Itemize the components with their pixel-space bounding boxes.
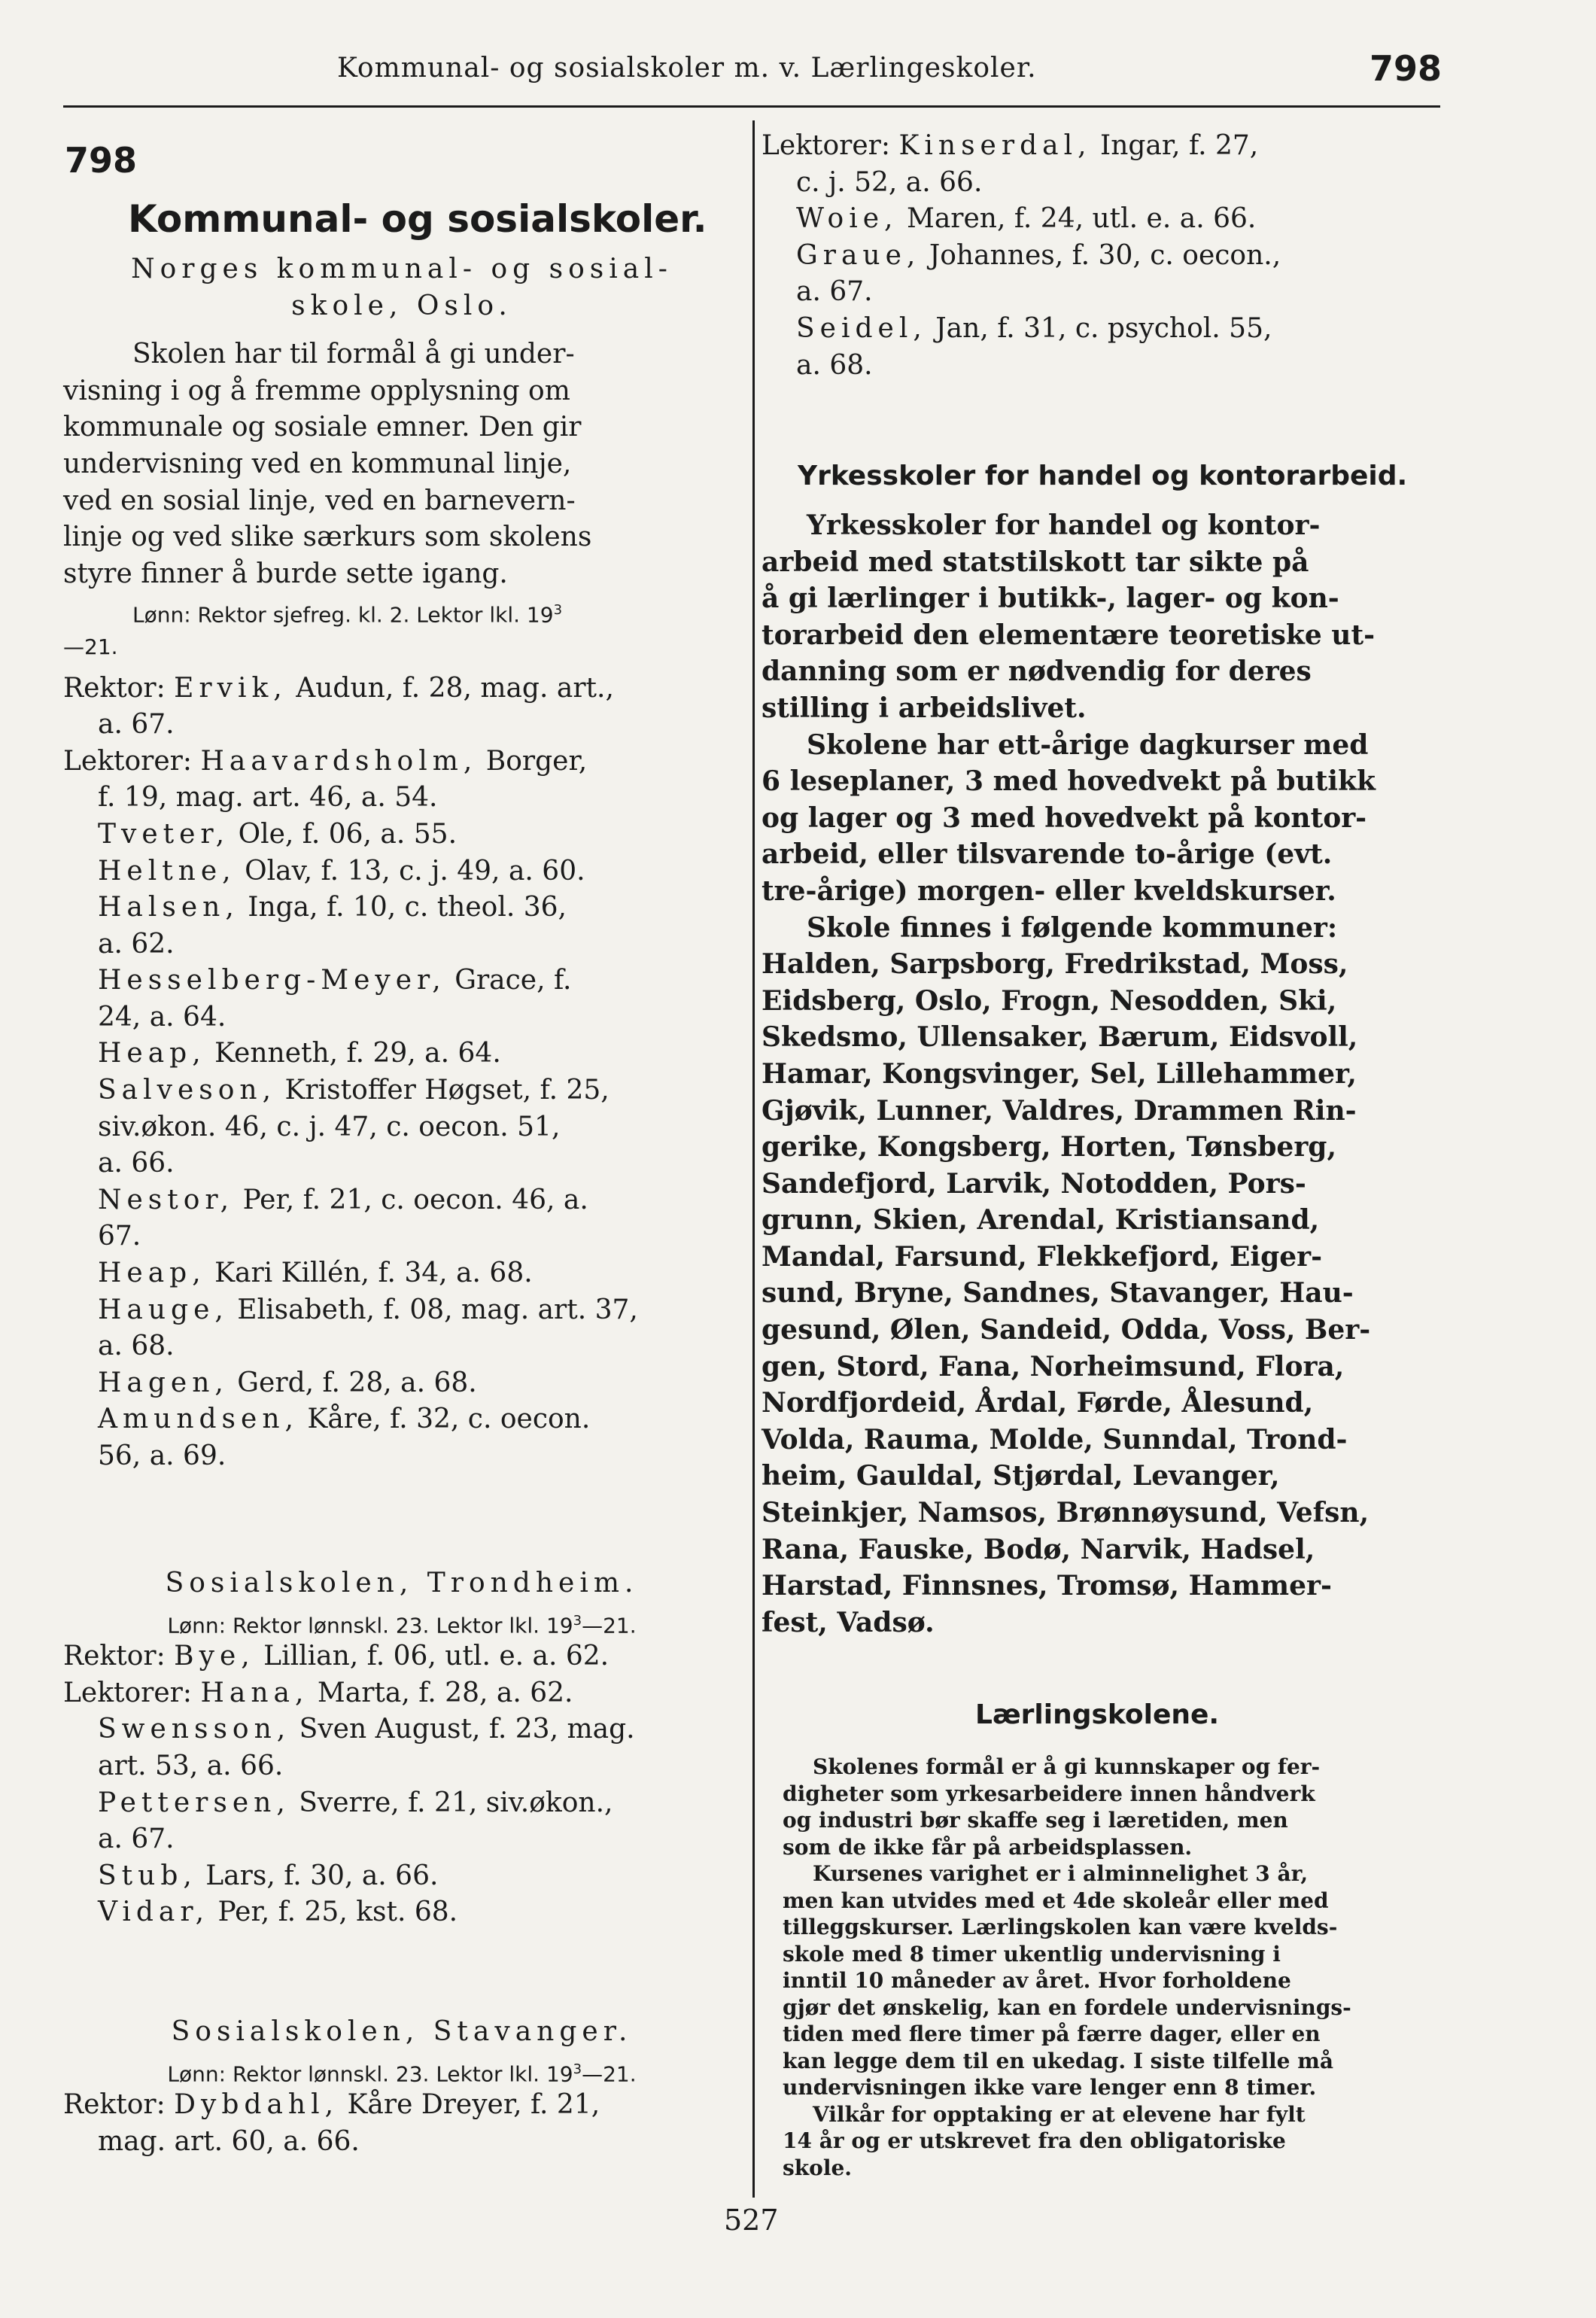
laerling-line: Skolenes formål er å gi kunnskaper og fer- bbox=[813, 1754, 1321, 1779]
yrkes-line: Hamar, Kongsvinger, Sel, Lillehammer, bbox=[762, 1057, 1357, 1090]
school2-salary: Lønn: Rektor lønnskl. 23. Lektor lkl. $19^3—21$. bbox=[167, 1612, 637, 1638]
school1-lektor-6-cont2: a. 66. bbox=[98, 1148, 175, 1179]
school1-lektor-11-cont: 56, a. 69. bbox=[98, 1440, 226, 1471]
yrkes-line: gesund, Ølen, Sandeid, Odda, Voss, Ber- bbox=[762, 1314, 1371, 1346]
laerling-line: digheter som yrkesarbeidere innen håndverk bbox=[783, 1781, 1315, 1806]
school1-lektor-0-cont: f. 19, mag. art. 46, a. 54. bbox=[98, 782, 438, 814]
school1-desc-line: linje og ved slike særkurs som skolens bbox=[63, 522, 592, 553]
school1-lektor-3: Halsen, Inga, f. 10, c. theol. 36, bbox=[98, 892, 567, 923]
school1-salary-cont: —21. bbox=[63, 634, 118, 659]
school1-lektor-7: Nestor, Per, f. 21, c. oecon. 46, a. bbox=[98, 1184, 588, 1215]
school1-lektor-6: Salveson, Kristoffer Høgset, f. 25, bbox=[98, 1075, 610, 1106]
yrkes-line: Halden, Sarpsborg, Fredrikstad, Moss, bbox=[762, 948, 1348, 981]
laerling-heading: Lærlingskolene. bbox=[975, 1699, 1220, 1730]
header-page-number: 798 bbox=[1370, 48, 1442, 89]
school3-name: Sosialskolen, Stavanger. bbox=[171, 2016, 633, 2047]
section-title: Kommunal- og sosialskoler. bbox=[128, 197, 707, 241]
yrkes-line: heim, Gauldal, Stjørdal, Levanger, bbox=[762, 1460, 1280, 1492]
school1-name-line2: skole, Oslo. bbox=[291, 290, 512, 321]
school1-lektor-4-cont: 24, a. 64. bbox=[98, 1001, 226, 1033]
right-lektor-first: Lektorer: Kinserdal, Ingar, f. 27, bbox=[762, 130, 1259, 161]
school3-rector-cont: mag. art. 60, a. 66. bbox=[98, 2125, 360, 2157]
school1-lektor-5: Heap, Kenneth, f. 29, a. 64. bbox=[98, 1038, 501, 1069]
yrkes-line: Gjøvik, Lunner, Valdres, Drammen Rin- bbox=[762, 1094, 1357, 1127]
yrkes-line: stilling i arbeidslivet. bbox=[762, 692, 1087, 724]
laerling-line: skole. bbox=[783, 2155, 853, 2180]
laerling-line: og industri bør skaffe seg i læretiden, men bbox=[783, 1808, 1288, 1833]
laerling-line: Vilkår for opptaking er at elevene har fylt bbox=[813, 2101, 1306, 2127]
school1-lektor-3-cont: a. 62. bbox=[98, 928, 175, 960]
yrkes-line: 6 leseplaner, 3 med hovedvekt på butikk bbox=[762, 765, 1376, 798]
right-lektor-2-cont: a. 68. bbox=[796, 349, 873, 381]
laerling-line: kan legge dem til en ukedag. I siste tilfelle må bbox=[783, 2048, 1334, 2073]
school2-lektor-1-cont: a. 67. bbox=[98, 1824, 175, 1855]
running-title: Kommunal- og sosialskoler m. v. Lærlingeskoler. bbox=[337, 53, 1037, 84]
school2-block bbox=[63, 1565, 740, 1931]
yrkes-line: Skedsmo, Ullensaker, Bærum, Eidsvoll, bbox=[762, 1021, 1358, 1054]
right-lektor-1: Graue, Johannes, f. 30, c. oecon., bbox=[796, 239, 1281, 271]
laerling-line: men kan utvides med et 4de skoleår eller med bbox=[783, 1888, 1329, 1913]
school3-salary: Lønn: Rektor lønnskl. 23. Lektor lkl. $19^3—21$. bbox=[167, 2061, 637, 2086]
school1-lektor-8: Heap, Kari Killén, f. 34, a. 68. bbox=[98, 1258, 533, 1289]
school1-desc-line: kommunale og sosiale emner. Den gir bbox=[63, 412, 582, 443]
school2-name: Sosialskolen, Trondheim. bbox=[165, 1568, 639, 1599]
yrkes-line: danning som er nødvendig for deres bbox=[762, 656, 1312, 688]
laerling-line: 14 år og er utskrevet fra den obligatoriske bbox=[783, 2128, 1286, 2153]
school1-desc-line: Skolen har til formål å gi under- bbox=[132, 339, 575, 370]
school1-desc-line: styre finner å burde sette igang. bbox=[63, 558, 508, 589]
yrkes-heading: Yrkesskoler for handel og kontorarbeid. bbox=[798, 461, 1408, 491]
school1-rector-cont: a. 67. bbox=[98, 709, 175, 741]
laerling-line: skole med 8 timer ukentlig undervisning i bbox=[783, 1941, 1281, 1967]
school3-rector: Rektor: Dybdahl, Kåre Dreyer, f. 21, bbox=[63, 2089, 600, 2121]
yrkes-line: Steinkjer, Namsos, Brønnøysund, Vefsn, bbox=[762, 1497, 1370, 1529]
school2-rector: Rektor: Bye, Lillian, f. 06, utl. e. a. 62. bbox=[63, 1641, 610, 1672]
yrkes-line: sund, Bryne, Sandnes, Stavanger, Hau- bbox=[762, 1277, 1354, 1310]
folio: 527 bbox=[724, 2204, 779, 2237]
school2-lektor-1: Pettersen, Sverre, f. 21, siv.økon., bbox=[98, 1787, 613, 1818]
right-lektor-0: Woie, Maren, f. 24, utl. e. a. 66. bbox=[796, 203, 1257, 235]
yrkes-line: Harstad, Finnsnes, Tromsø, Hammer- bbox=[762, 1570, 1332, 1602]
yrkes-line: og lager og 3 med hovedvekt på kontor- bbox=[762, 802, 1367, 834]
school1-lektor-7-cont: 67. bbox=[98, 1221, 141, 1252]
school1-lektor-10: Hagen, Gerd, f. 28, a. 68. bbox=[98, 1367, 477, 1398]
yrkes-line: Eidsberg, Oslo, Frogn, Nesodden, Ski, bbox=[762, 984, 1337, 1017]
header-rule bbox=[63, 105, 1440, 108]
yrkes-line: Sandefjord, Larvik, Notodden, Pors- bbox=[762, 1167, 1306, 1200]
yrkes-line: Yrkesskoler for handel og kontor- bbox=[807, 510, 1321, 541]
laerling-line: som de ikke får på arbeidsplassen. bbox=[783, 1834, 1193, 1860]
yrkes-line: Rana, Fauske, Bodø, Narvik, Hadsel, bbox=[762, 1533, 1315, 1565]
laerling-line: gjør det ønskelig, kan en fordele undervisnings- bbox=[783, 1994, 1351, 2020]
yrkes-line: Nordfjordeid, Årdal, Førde, Ålesund, bbox=[762, 1387, 1314, 1419]
school1-lektor-4: Hesselberg-Meyer, Grace, f. bbox=[98, 965, 572, 996]
school1-desc-line: visning i og å fremme opplysning om bbox=[63, 375, 570, 406]
laerling-text bbox=[783, 1754, 1437, 2181]
school2-lektor-first: Lektorer: Hana, Marta, f. 28, a. 62. bbox=[63, 1677, 573, 1708]
yrkes-line: arbeid, eller tilsvarende to-årige (evt. bbox=[762, 838, 1333, 871]
school2-lektor-3: Vidar, Per, f. 25, kst. 68. bbox=[98, 1897, 458, 1928]
school1-desc-line: ved en sosial linje, ved en barnevern- bbox=[63, 485, 576, 516]
school1-lektor-2: Heltne, Olav, f. 13, c. j. 49, a. 60. bbox=[98, 855, 585, 887]
yrkes-line: grunn, Skien, Arendal, Kristiansand, bbox=[762, 1204, 1320, 1237]
yrkes-line: Mandal, Farsund, Flekkefjord, Eiger- bbox=[762, 1240, 1323, 1273]
yrkes-line: tre-årige) morgen- eller kveldskurser. bbox=[762, 875, 1336, 907]
school1-rector: Rektor: Ervik, Audun, f. 28, mag. art., bbox=[63, 672, 614, 704]
right-lektor-2: Seidel, Jan, f. 31, c. psychol. 55, bbox=[796, 312, 1272, 344]
right-column-top bbox=[762, 128, 1446, 384]
right-lektor-1-cont: a. 67. bbox=[796, 276, 873, 308]
school1-desc-line: undervisning ved en kommunal linje, bbox=[63, 448, 572, 479]
yrkes-line: gerike, Kongsberg, Horten, Tønsberg, bbox=[762, 1131, 1336, 1164]
laerling-line: tiden med flere timer på færre dager, eller en bbox=[783, 2021, 1321, 2046]
laerling-line: undervisningen ikke vare lenger enn 8 timer. bbox=[783, 2075, 1317, 2100]
laerling-line: tilleggskurser. Lærlingskolen kan være kvelds- bbox=[783, 1915, 1338, 1939]
school3-block bbox=[63, 2014, 740, 2160]
yrkes-line: Skole finnes i følgende kommuner: bbox=[807, 911, 1338, 944]
yrkes-line: gen, Stord, Fana, Norheimsund, Flora, bbox=[762, 1350, 1345, 1383]
school1-lektor-11: Amundsen, Kåre, f. 32, c. oecon. bbox=[98, 1404, 591, 1435]
school1-salary: Lønn: Rektor sjefreg. kl. 2. Lektor lkl. $19^3$ bbox=[132, 602, 563, 628]
school1-lektor-1: Tveter, Ole, f. 06, a. 55. bbox=[98, 818, 458, 850]
yrkes-line: arbeid med statstilskott tar sikte på bbox=[762, 546, 1309, 578]
column-divider bbox=[752, 120, 755, 2198]
section-number: 798 bbox=[65, 140, 138, 181]
school2-lektor-0-cont: art. 53, a. 66. bbox=[98, 1750, 284, 1781]
school1-lektor-9-cont: a. 68. bbox=[98, 1331, 175, 1362]
school1-lektor-6-cont: siv.økon. 46, c. j. 47, c. oecon. 51, bbox=[98, 1111, 561, 1142]
yrkes-line: torarbeid den elementære teoretiske ut- bbox=[762, 619, 1376, 651]
yrkes-text bbox=[762, 507, 1446, 1641]
laerling-line: inntil 10 måneder av året. Hvor forholdene bbox=[783, 1968, 1291, 1993]
school1-lektor-9: Hauge, Elisabeth, f. 08, mag. art. 37, bbox=[98, 1294, 638, 1325]
yrkes-line: Volda, Rauma, Molde, Sunndal, Trond- bbox=[762, 1423, 1348, 1456]
left-column bbox=[63, 251, 740, 1475]
yrkes-line: Skolene har ett-årige dagkurser med bbox=[807, 729, 1369, 761]
school2-lektor-0: Swensson, Sven August, f. 23, mag. bbox=[98, 1714, 635, 1745]
school2-lektor-2: Stub, Lars, f. 30, a. 66. bbox=[98, 1860, 439, 1891]
yrkes-line: fest, Vadsø. bbox=[762, 1606, 935, 1638]
school1-name-line1: Norges kommunal- og sosial- bbox=[131, 254, 673, 284]
laerling-line: Kursenes varighet er i alminnelighet 3 år, bbox=[813, 1861, 1309, 1886]
right-lektor-first-cont: c. j. 52, a. 66. bbox=[796, 166, 983, 198]
school1-lektor-0: Lektorer: Haavardsholm, Borger, bbox=[63, 745, 588, 777]
yrkes-line: å gi lærlinger i butikk-, lager- og kon- bbox=[762, 583, 1339, 615]
